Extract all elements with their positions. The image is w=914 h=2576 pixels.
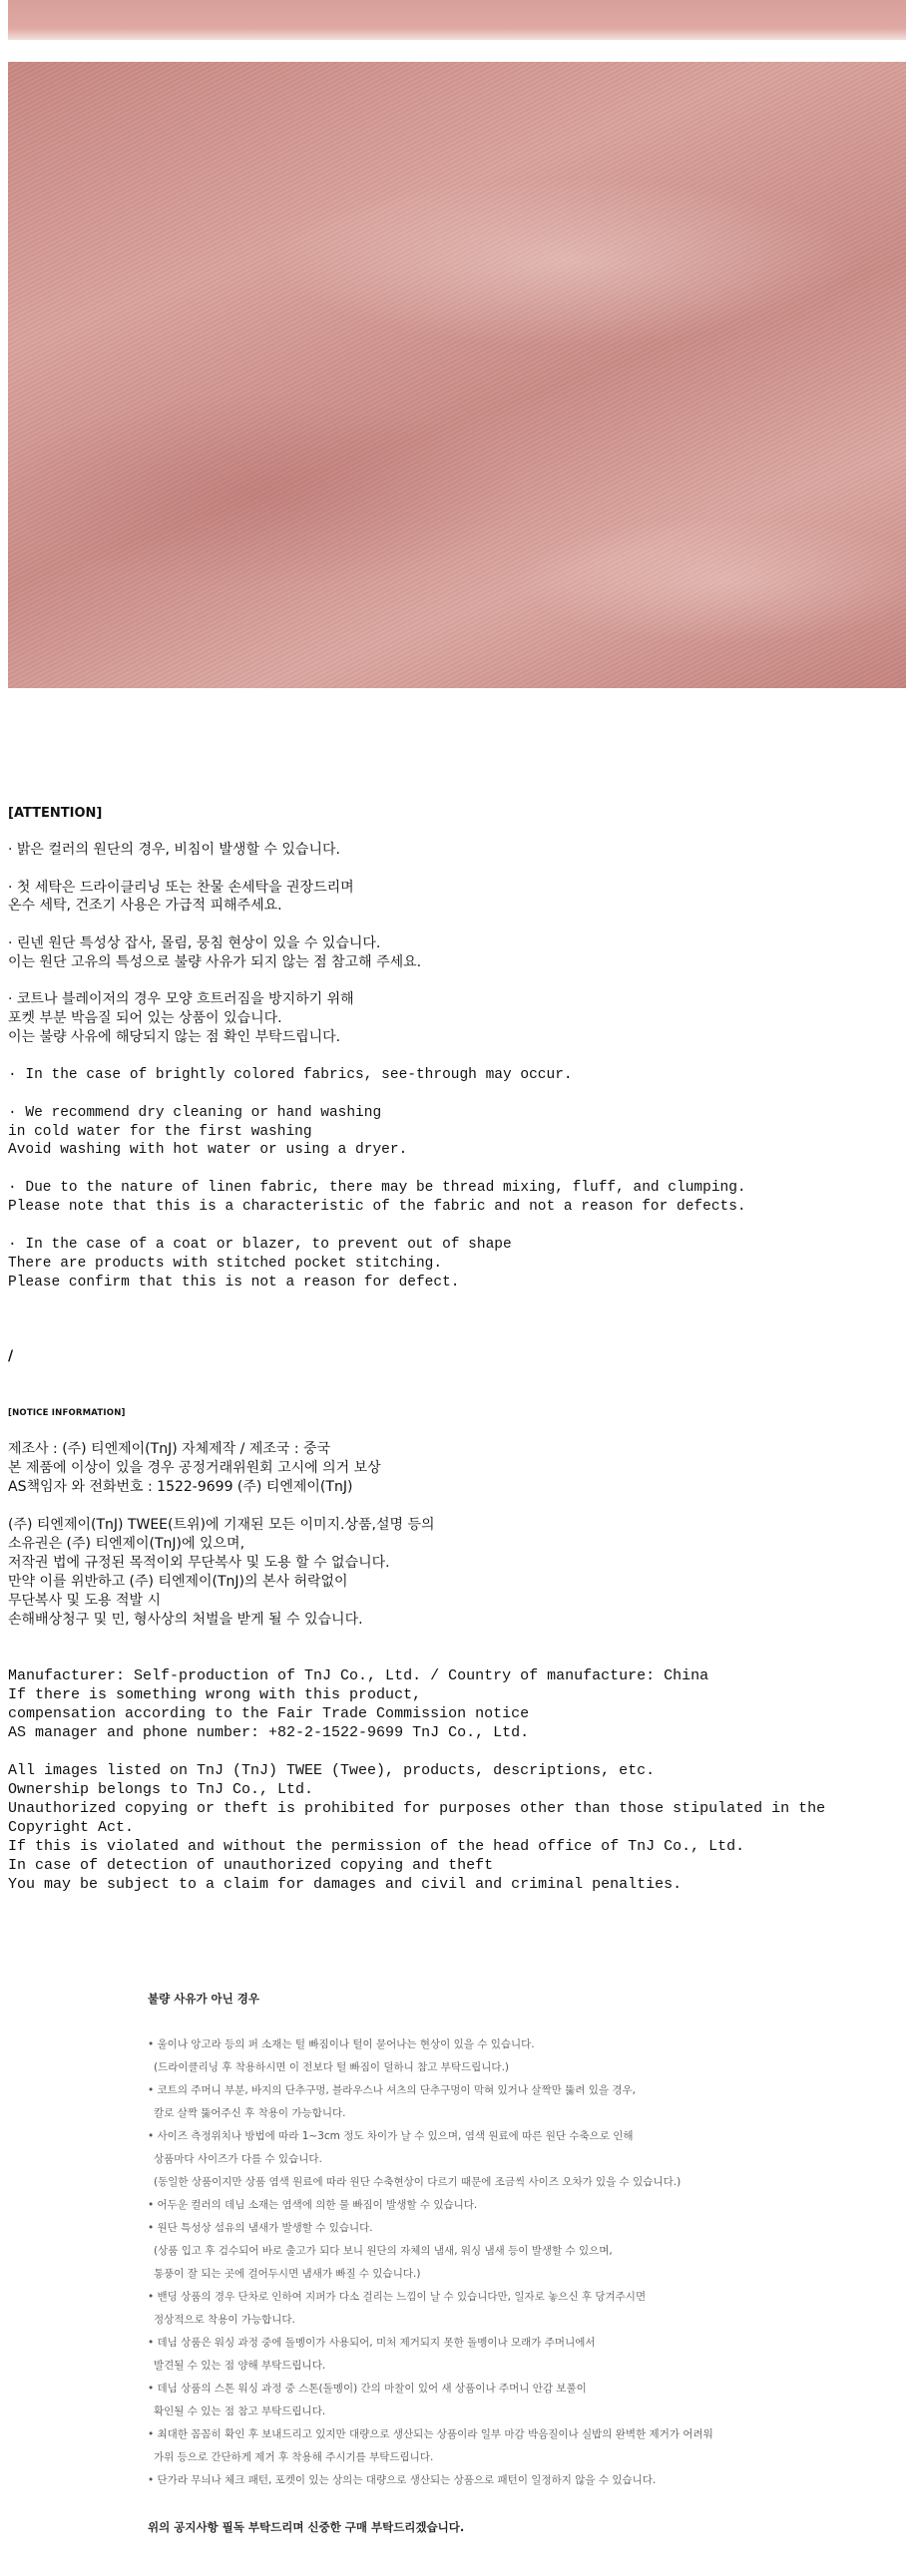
defect-notice-title: 불량 사유가 아닌 경우 [148, 1992, 259, 2006]
attention-en-line: · In the case of brightly colored fabrics, see-through may occur. [8, 1067, 573, 1083]
notice-en-line: You may be subject to a claim for damages and civil and criminal penalties. [8, 1876, 683, 1893]
defect-notice-item: • 코트의 주머니 부분, 바지의 단추구멍, 블라우스나 셔츠의 단추구멍이 막혀 있거나 살짝만 뚫려 있을 경우, [148, 2084, 636, 2096]
defect-notice-item: • 데님 상품은 워싱 과정 중에 돌멩이가 사용되어, 미처 제거되지 못한 돌멩이나 모래가 주머니에서 [148, 2337, 596, 2349]
defect-notice-item: 칼로 살짝 뚫어주신 후 착용이 가능합니다. [154, 2107, 346, 2119]
product-photo-top [8, 0, 906, 40]
fabric-closeup-photo [8, 62, 906, 688]
defect-notice-item: (동일한 상품이지만 상품 염색 원료에 따라 원단 수축현상이 다르기 때문에 조금씩 사이즈 오차가 있을 수 있습니다.) [154, 2176, 682, 2188]
notice-en-line: compensation according to the Fair Trade Commission notice [8, 1705, 530, 1722]
attention-kr-line: · 코트나 블레이저의 경우 모양 흐트러짐을 방지하기 위해 [8, 991, 354, 1007]
notice-en-line: Ownership belongs to TnJ Co., Ltd. [8, 1781, 314, 1798]
attention-en-line: · In the case of a coat or blazer, to prevent out of shape [8, 1237, 512, 1253]
defect-notice-item: 통풍이 잘 되는 곳에 걸어두시면 냄새가 빠질 수 있습니다.) [154, 2268, 421, 2280]
defect-notice-item: • 어두운 컬러의 데님 소재는 염색에 의한 물 빠짐이 발생할 수 있습니다. [148, 2199, 478, 2211]
defect-notice-item: 상품마다 사이즈가 다를 수 있습니다. [154, 2153, 322, 2165]
attention-en-line: Avoid washing with hot water or using a dryer. [8, 1142, 408, 1158]
attention-heading: [ATTENTION] [8, 806, 103, 821]
defect-notice-item: 정상적으로 착용이 가능합니다. [154, 2314, 295, 2326]
notice-kr-line: 저작권 법에 규정된 목적이외 무단복사 및 도용 할 수 없습니다. [8, 1555, 390, 1571]
notice-kr-line: 제조사 : (주) 티엔제이(TnJ) 자체제작 / 제조국 : 중국 [8, 1441, 331, 1457]
notice-en-line: AS manager and phone number: +82-2-1522-9699 TnJ Co., Ltd. [8, 1724, 530, 1741]
defect-notice-item: • 최대한 꼼꼼히 확인 후 보내드리고 있지만 대량으로 생산되는 상품이라 일부 마감 박음질이나 실밥의 완벽한 제거가 어려워 [148, 2428, 713, 2440]
attention-kr-line: 온수 세탁, 건조기 사용은 가급적 피해주세요. [8, 898, 282, 914]
attention-kr-line: · 밝은 컬러의 원단의 경우, 비침이 발생할 수 있습니다. [8, 842, 340, 858]
attention-en-line: There are products with stitched pocket stitching. [8, 1256, 443, 1272]
attention-en-line: Please note that this is a characteristic of the fabric and not a reason for defects. [8, 1199, 746, 1215]
notice-heading: [NOTICE INFORMATION] [8, 1408, 126, 1418]
notice-en-line: Manufacturer: Self-production of TnJ Co., Ltd. / Country of manufacture: China [8, 1667, 709, 1684]
defect-notice-item: 발견될 수 있는 점 양해 부탁드립니다. [154, 2360, 326, 2372]
notice-kr-line: 소유권은 (주) 티엔제이(TnJ)에 있으며, [8, 1536, 245, 1552]
notice-kr-line: 본 제품에 이상이 있을 경우 공정거래위원회 고시에 의거 보상 [8, 1460, 381, 1476]
defect-notice-item: (상품 입고 후 검수되어 바로 출고가 되다 보니 원단의 자체의 냄새, 워싱 냄새 등이 발생할 수 있으며, [154, 2245, 613, 2257]
notice-kr-line: 만약 이를 위반하고 (주) 티엔제이(TnJ)의 본사 허락없이 [8, 1574, 348, 1590]
notice-en-line: In case of detection of unauthorized copying and theft [8, 1857, 494, 1874]
notice-kr-line: 무단복사 및 도용 적발 시 [8, 1593, 162, 1609]
section-separator: / [8, 1348, 14, 1364]
notice-en-line: If there is something wrong with this product, [8, 1686, 422, 1703]
defect-notice-footer: 위의 공지사항 필독 부탁드리며 신중한 구매 부탁드리겠습니다. [148, 2520, 465, 2534]
notice-kr-line: (주) 티엔제이(TnJ) TWEE(트위)에 기재된 모든 이미지.상품,설명 등의 [8, 1517, 435, 1533]
attention-en-line: · Due to the nature of linen fabric, there may be thread mixing, fluff, and clumping. [8, 1180, 746, 1196]
notice-kr-line: 손해배상청구 및 민, 형사상의 처벌을 받게 될 수 있습니다. [8, 1612, 363, 1628]
notice-en-line: If this is violated and without the permission of the head office of TnJ Co., Ltd. [8, 1838, 745, 1855]
defect-notice-item: 확인될 수 있는 점 참고 부탁드립니다. [154, 2405, 326, 2417]
attention-kr-line: 포켓 부분 박음질 되어 있는 상품이 있습니다. [8, 1010, 282, 1026]
defect-notice-item: • 사이즈 측정위치나 방법에 따라 1~3cm 정도 차이가 날 수 있으며, 염색 원료에 따른 원단 수축으로 인해 [148, 2130, 634, 2142]
attention-kr-line: 이는 불량 사유에 해당되지 않는 점 확인 부탁드립니다. [8, 1029, 341, 1045]
attention-en-line: · We recommend dry cleaning or hand washing [8, 1105, 382, 1121]
defect-notice-item: (드라이클리닝 후 착용하시면 이 전보다 털 빠짐이 덜하니 참고 부탁드립니다.) [154, 2061, 510, 2073]
defect-notice-item: • 울이나 앙고라 등의 퍼 소재는 털 빠짐이나 털이 묻어나는 현상이 있을 수 있습니다. [148, 2038, 535, 2050]
notice-kr-line: AS책임자 와 전화번호 : 1522-9699 (주) 티엔제이(TnJ) [8, 1479, 353, 1495]
notice-en-line: Unauthorized copying or theft is prohibited for purposes other than those stipulated in the Copyright Act. [8, 1800, 826, 1836]
defect-notice-item: 가위 등으로 간단하게 제거 후 착용해 주시기를 부탁드립니다. [154, 2451, 434, 2463]
defect-notice-item: • 데님 상품의 스톤 워싱 과정 중 스톤(돌멩이) 간의 마찰이 있어 새 상품이나 주머니 안감 보풀이 [148, 2383, 587, 2394]
attention-kr-line: 이는 원단 고유의 특성으로 불량 사유가 되지 않는 점 참고해 주세요. [8, 954, 422, 970]
attention-en-line: Please confirm that this is not a reason for defect. [8, 1275, 460, 1290]
attention-en-line: in cold water for the first washing [8, 1124, 312, 1140]
defect-notice-item: • 밴딩 상품의 경우 단차로 인하여 지퍼가 다소 걸리는 느낌이 날 수 있습니다만, 일자로 놓으신 후 당겨주시면 [148, 2291, 647, 2303]
defect-notice-item: • 원단 특성상 섬유의 냄새가 발생할 수 있습니다. [148, 2222, 373, 2234]
attention-kr-line: · 린넨 원단 특성상 잡사, 몰림, 뭉침 현상이 있을 수 있습니다. [8, 935, 381, 951]
defect-notice-item: • 단가라 무늬나 체크 패턴, 포켓이 있는 상의는 대량으로 생산되는 상품으로 패턴이 일정하지 않을 수 있습니다. [148, 2474, 657, 2486]
attention-kr-line: · 첫 세탁은 드라이클리닝 또는 찬물 손세탁을 권장드리며 [8, 880, 354, 896]
notice-en-line: All images listed on TnJ (TnJ) TWEE (Twee), products, descriptions, etc. [8, 1762, 656, 1779]
